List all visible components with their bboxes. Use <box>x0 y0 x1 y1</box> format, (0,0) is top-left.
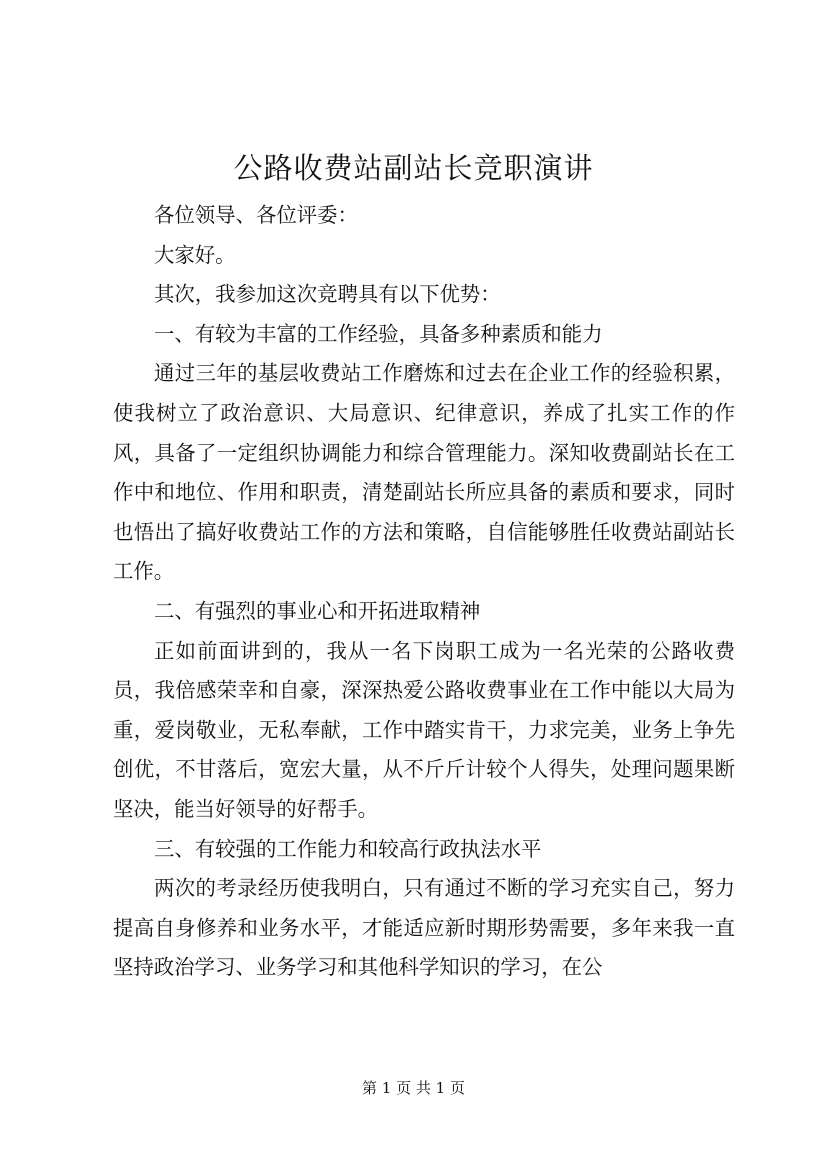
salutation-paragraph: 各位领导、各位评委： <box>154 203 358 227</box>
body-paragraph-2: 正如前面讲到的，我从一名下岗职工成为一名光荣的公路收费员，我倍感荣幸和自豪，深深热爱公路收费事业在工作中能以大局为重，爱岗敬业，无私奉献，工作中踏实肯干，力求完美，业务上争先创优，不甘落后，宽宏大量，从不斤斤计较个人得失，处理问题果断坚决，能当好领导的好帮手。 <box>113 638 735 821</box>
page-number-footer: 第 1 页 共 1 页 <box>362 1079 465 1097</box>
intro-paragraph: 其次，我参加这次竞聘具有以下优势： <box>154 282 501 307</box>
document-title: 公路收费站副站长竞职演讲 <box>233 151 594 185</box>
body-paragraph-3: 两次的考录经历使我明白，只有通过不断的学习充实自己，努力提高自身修养和业务水平，才能适应新时期形势需要，多年来我一直坚持政治学习、业务学习和其他科学知识的学习，在公 <box>113 876 735 980</box>
section-heading-3: 三、有较强的工作能力和较高行政执法水平 <box>154 836 542 861</box>
document-body <box>113 196 735 988</box>
body-paragraph-1: 通过三年的基层收费站工作磨炼和过去在企业工作的经验积累，使我树立了政治意识、大局意识、纪律意识，养成了扎实工作的作风，具备了一定组织协调能力和综合管理能力。深知收费副站长在工作中和地位、作用和职责，清楚副站长所应具备的素质和要求，同时也悟出了搞好收费站工作的方法和策略，自信能够胜任收费站副站长工作。 <box>113 361 735 584</box>
section-heading-1: 一、有较为丰富的工作经验，具备多种素质和能力 <box>154 321 603 346</box>
section-heading-2: 二、有强烈的事业心和开拓进取精神 <box>154 598 481 623</box>
greeting-paragraph: 大家好。 <box>154 242 236 267</box>
